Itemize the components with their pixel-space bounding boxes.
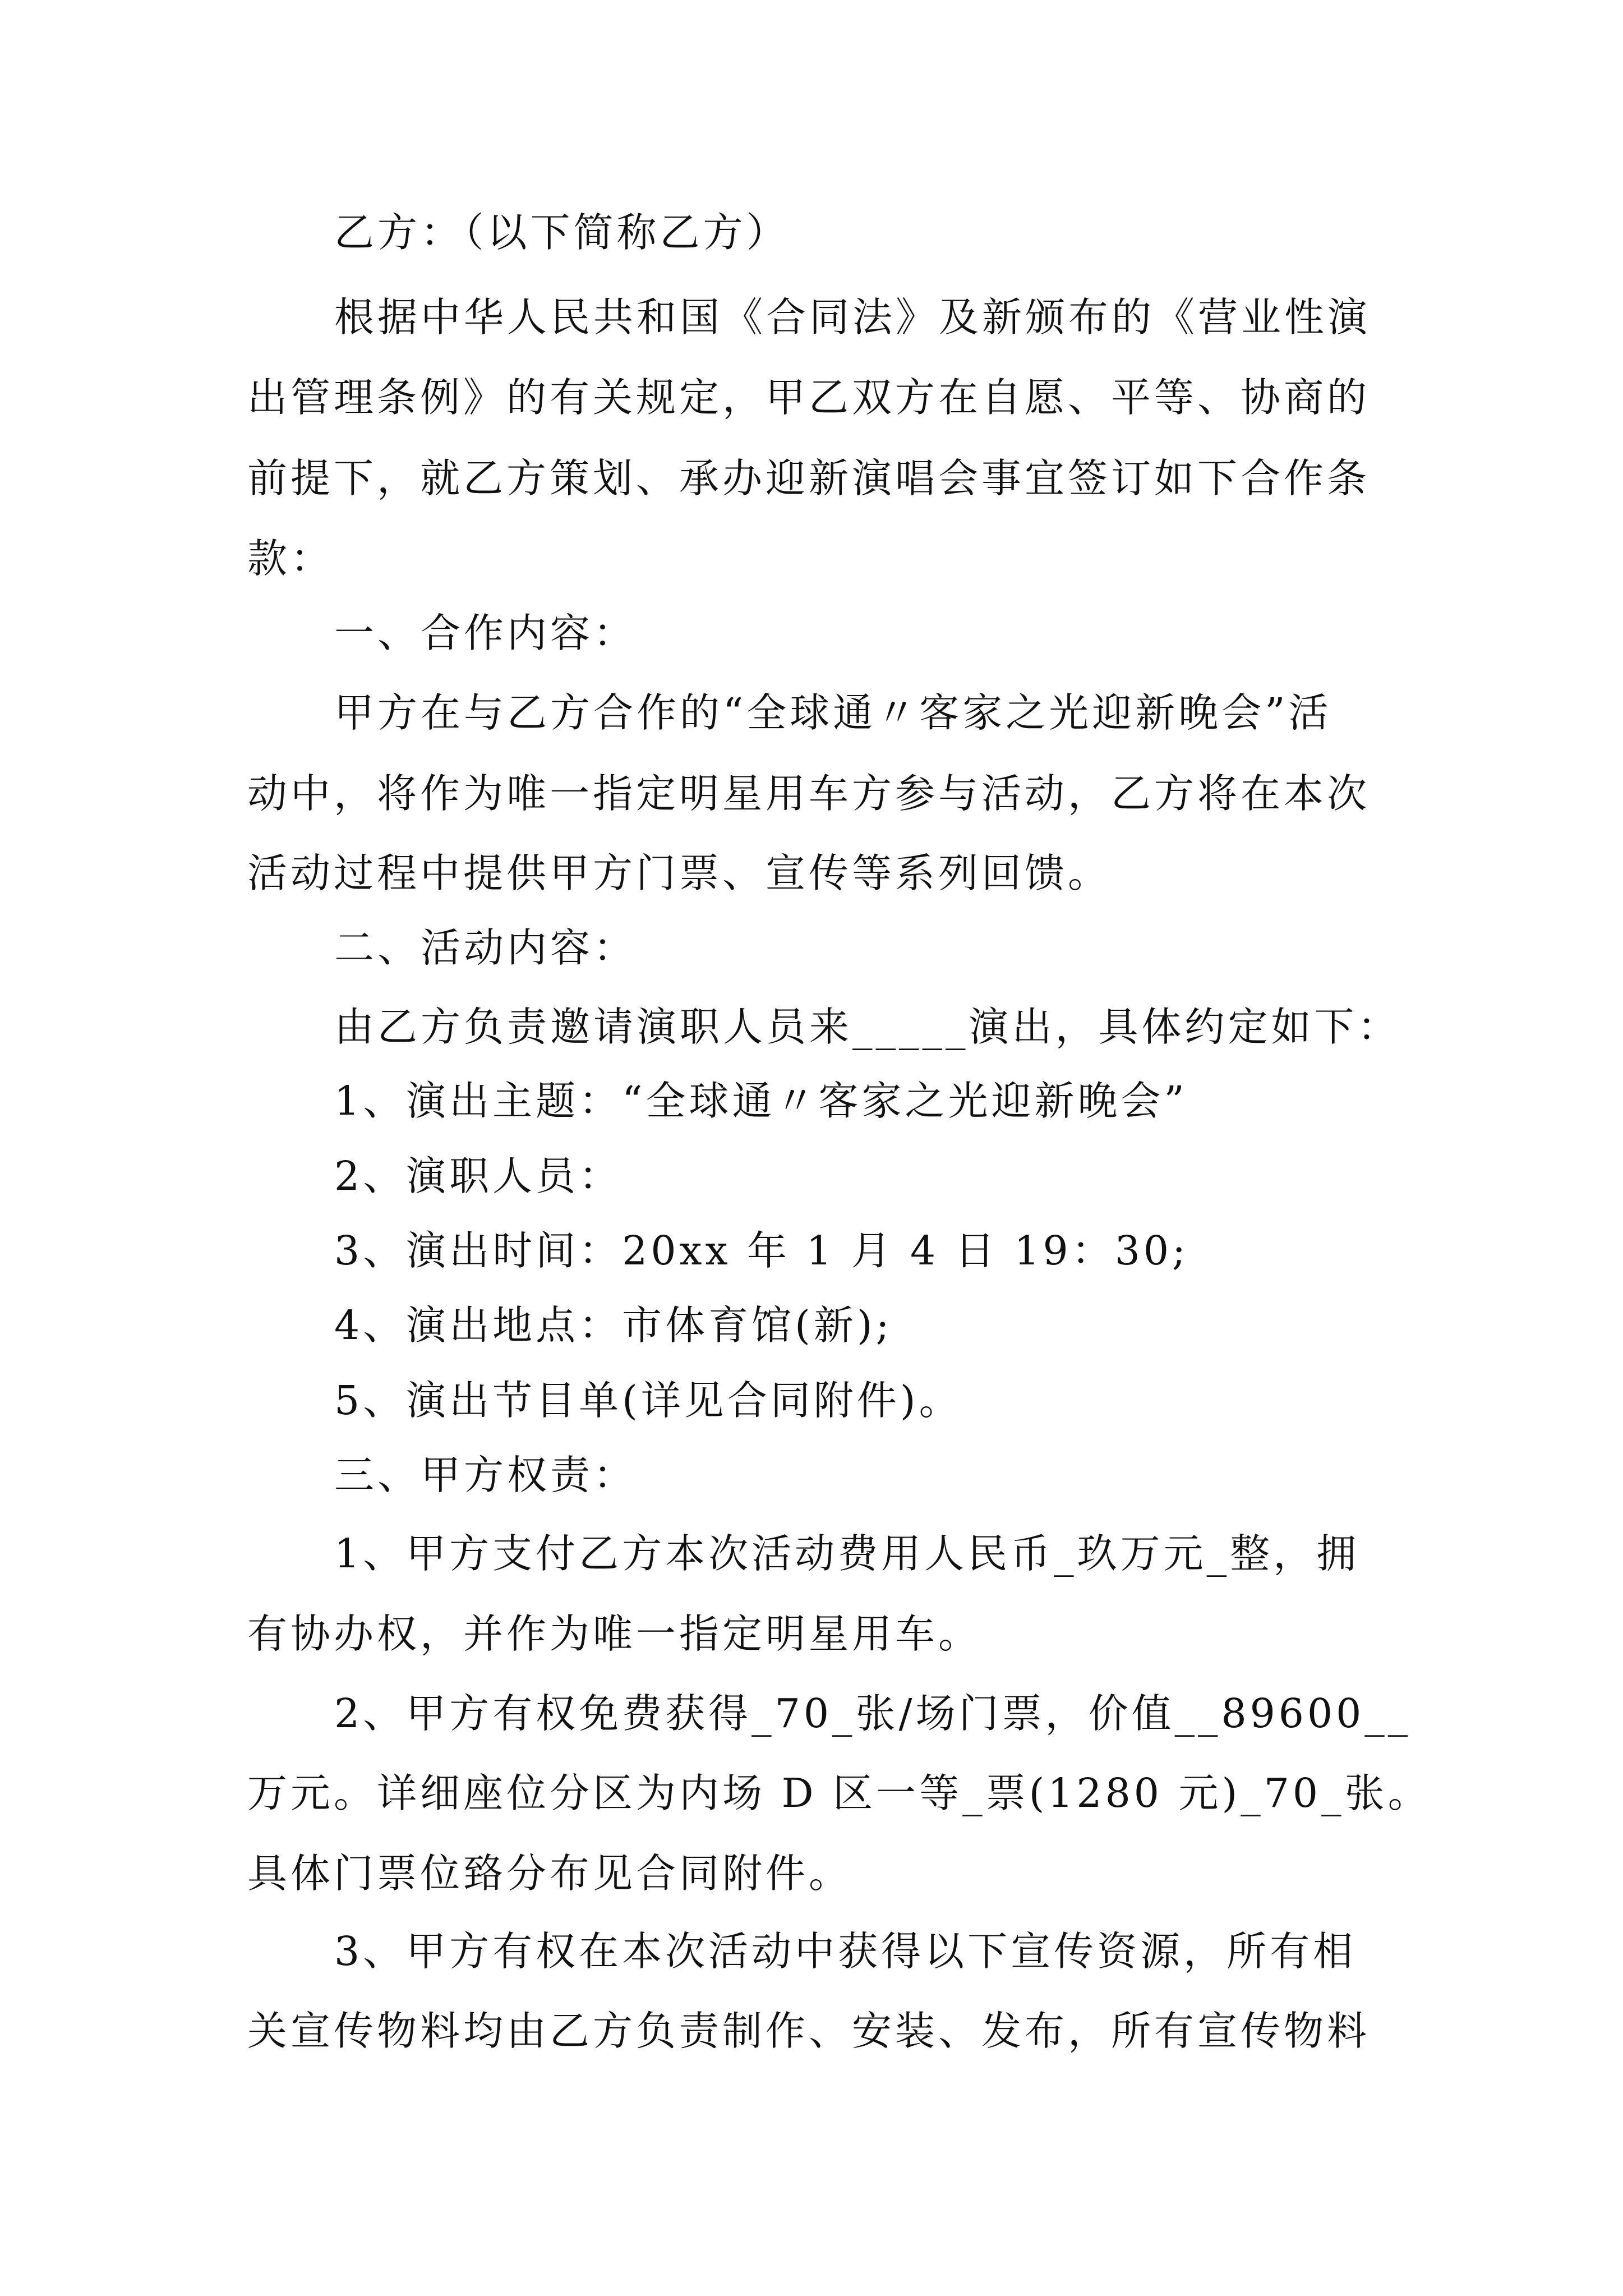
paragraph-line: 款：: [247, 535, 334, 582]
party-b-line: 乙方：（以下简称乙方）: [334, 209, 790, 256]
section-heading: 三、甲方权责：: [334, 1452, 637, 1498]
paragraph-line: 具体门票位臵分布见合同附件。: [247, 1850, 852, 1897]
list-item: 3、演出时间：20xx 年 1 月 4 日 19：30;: [334, 1227, 1189, 1274]
list-item: 2、演职人员：: [334, 1153, 623, 1199]
paragraph-line: 前提下，就乙方策划、承办迎新演唱会事宜签订如下合作条: [247, 455, 1371, 501]
paragraph-line: 1、甲方支付乙方本次活动费用人民币_玖万元_整，拥: [334, 1530, 1360, 1577]
paragraph-line: 万元。详细座位分区为内场 D 区一等_票(1280 元)_70_张。: [247, 1770, 1431, 1816]
paragraph-line: 2、甲方有权免费获得_70_张/场门票，价值__89600__: [334, 1690, 1412, 1737]
paragraph-line: 出管理条例》的有关规定，甲乙双方在自愿、平等、协商的: [247, 374, 1371, 421]
paragraph-line: 根据中华人民共和国《合同法》及新颁布的《营业性演: [334, 294, 1371, 341]
list-item: 4、演出地点：市体育馆(新);: [334, 1302, 893, 1349]
section-heading: 一、合作内容：: [334, 610, 637, 656]
section-heading: 二、活动内容：: [334, 924, 637, 971]
paragraph-line: 关宣传物料均由乙方负责制作、安装、发布，所有宣传物料: [247, 2008, 1371, 2054]
paragraph-line: 由乙方负责邀请演职人员来_____演出，具体约定如下：: [334, 1004, 1401, 1050]
paragraph-line: 活动过程中提供甲方门票、宣传等系列回馈。: [247, 850, 1112, 896]
paragraph-line: 甲方在与乙方合作的“全球通〃客家之光迎新晚会”活: [334, 689, 1332, 736]
list-item: 1、演出主题：“全球通〃客家之光迎新晚会”: [334, 1078, 1188, 1124]
paragraph-line: 有协办权，并作为唯一指定明星用车。: [247, 1611, 982, 1657]
paragraph-line: 动中，将作为唯一指定明星用车方参与活动，乙方将在本次: [247, 770, 1371, 817]
paragraph-line: 3、甲方有权在本次活动中获得以下宣传资源，所有相: [334, 1928, 1357, 1975]
list-item: 5、演出节目单(详见合同附件)。: [334, 1377, 962, 1424]
